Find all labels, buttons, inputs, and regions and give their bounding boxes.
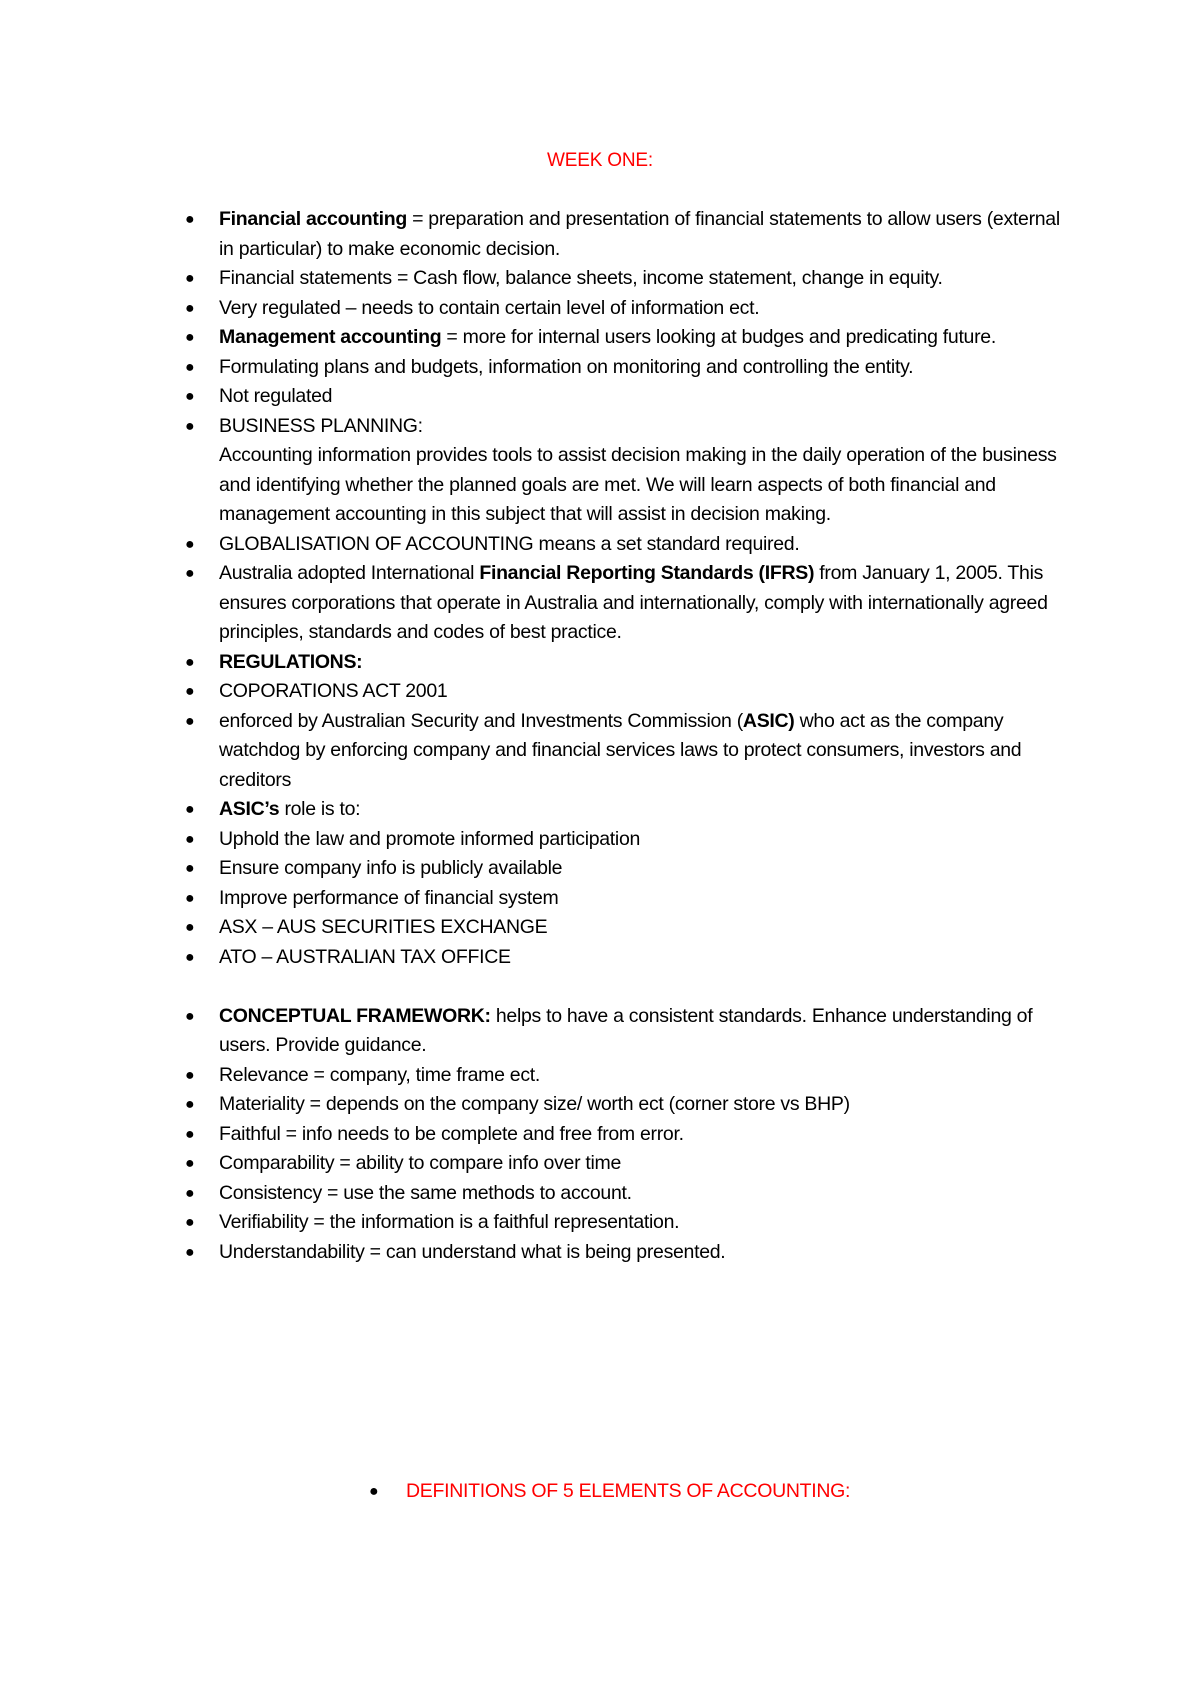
bullet-icon: ● <box>185 388 195 405</box>
list-item <box>0 677 1069 707</box>
bullet-icon: ● <box>185 683 195 700</box>
item-text: ATO – AUSTRALIAN TAX OFFICE <box>219 945 511 968</box>
bold-term: Management accounting <box>219 326 442 348</box>
item-text: Verifiability = the information is a faithful representation. <box>219 1211 680 1233</box>
list-item <box>0 1238 1069 1268</box>
item-text: COPORATIONS ACT 2001 <box>219 680 448 702</box>
list-item <box>0 1061 1069 1091</box>
bullet-icon: ● <box>185 919 195 936</box>
bullet-icon: ● <box>185 1125 195 1143</box>
item-text: Materiality = depends on the company size/ worth ect (corner store vs BHP) <box>219 1093 850 1115</box>
bullet-icon: ● <box>185 1243 195 1261</box>
list-item <box>0 913 1069 943</box>
bold-term: CONCEPTUAL FRAMEWORK: <box>219 1004 491 1027</box>
item-text: helps to have a consistent standards. Enhance understanding of users. Provide guidance. <box>219 1004 1033 1056</box>
bullet-icon: ● <box>369 1483 379 1500</box>
bullet-icon: ● <box>185 1066 195 1084</box>
item-text: enforced by Australian Security and Investments Commission ( <box>219 709 743 732</box>
list-item <box>0 884 1069 914</box>
list-item <box>0 264 1069 294</box>
list-item <box>0 854 1069 884</box>
item-text: Uphold the law and promote informed participation <box>219 827 641 850</box>
item-text: ASX – AUS SECURITIES EXCHANGE <box>219 916 548 938</box>
item-text: = more for internal users looking at budges and predicating future. <box>441 326 996 348</box>
list-item <box>0 412 1069 530</box>
list-item <box>0 205 1069 264</box>
item-text: Consistency = use the same methods to account. <box>219 1181 632 1204</box>
item-text: who act as the company watchdog by enforcing company and financial services laws to protect consumers, investors and creditors <box>219 709 1022 791</box>
bold-term: Financial accounting <box>219 208 407 230</box>
list-item <box>0 530 1069 560</box>
item-text: Understandability = can understand what is being presented. <box>219 1240 726 1263</box>
bullet-icon: ● <box>185 358 195 376</box>
item-text: from January 1, 2005. This ensures corporations that operate in Australia and internationally, comply with internationally agreed principles, standards and codes of best practice. <box>219 562 1048 643</box>
item-text: Australia adopted International <box>219 562 480 584</box>
bullet-icon: ● <box>185 270 195 287</box>
bullet-icon: ● <box>185 653 195 671</box>
spacer <box>0 972 1069 1002</box>
bold-term: ASIC’s <box>219 798 280 820</box>
list-item <box>0 943 1069 973</box>
list-item <box>0 323 1069 353</box>
item-text: = preparation and presentation of financial statements to allow users (external in particular) to make economic decision. <box>219 208 1060 260</box>
item-text: Relevance = company, time frame ect. <box>219 1063 541 1086</box>
item-text: Formulating plans and budgets, information on monitoring and controlling the entity. <box>219 355 914 378</box>
bullet-icon: ● <box>185 565 195 582</box>
list-item <box>0 795 1069 825</box>
bullet-icon: ● <box>185 1096 195 1113</box>
item-text: BUSINESS PLANNING: <box>219 414 423 437</box>
list-item <box>0 559 1069 648</box>
list-item <box>0 1002 1069 1061</box>
notes-list <box>0 205 1200 1267</box>
bullet-icon: ● <box>185 299 195 317</box>
list-item <box>0 1208 1069 1238</box>
item-text: Ensure company info is publicly available <box>219 857 563 879</box>
bullet-icon: ● <box>185 830 195 848</box>
bullet-icon: ● <box>185 329 195 346</box>
list-item <box>0 294 1069 324</box>
item-paragraph: Accounting information provides tools to assist decision making in the daily operation of the business and identifying whether the planned goals are met. We will learn aspects of both financial and management accounting in this subject that will assist in decision making. <box>219 444 1057 525</box>
bold-term: REGULATIONS: <box>219 650 363 673</box>
list-item <box>0 353 1069 383</box>
item-text: Improve performance of financial system <box>219 886 559 909</box>
bullet-icon: ● <box>185 1155 195 1172</box>
bold-term: Financial Reporting Standards (IFRS) <box>479 562 815 584</box>
bullet-icon: ● <box>185 211 195 228</box>
list-item <box>0 648 1069 678</box>
bold-term: ASIC) <box>742 709 795 732</box>
list-item <box>0 825 1069 855</box>
bullet-icon: ● <box>185 417 195 435</box>
item-text: role is to: <box>279 798 361 820</box>
page-title: WEEK ONE: <box>547 150 653 171</box>
bullet-icon: ● <box>185 889 195 907</box>
bullet-icon: ● <box>185 712 195 730</box>
bullet-icon: ● <box>185 948 195 966</box>
item-text: Comparability = ability to compare info over time <box>219 1152 622 1174</box>
bullet-icon: ● <box>185 1007 195 1025</box>
list-item <box>0 382 1069 412</box>
item-text: Faithful = info needs to be complete and free from error. <box>219 1122 684 1145</box>
item-text: Very regulated – needs to contain certain level of information ect. <box>219 296 760 319</box>
bullet-icon: ● <box>185 801 195 818</box>
item-text: Not regulated <box>219 385 333 407</box>
list-item <box>0 1179 1069 1209</box>
list-item <box>0 1120 1069 1150</box>
definitions-heading-text: DEFINITIONS OF 5 ELEMENTS OF ACCOUNTING: <box>406 1480 851 1502</box>
list-item <box>0 1149 1069 1179</box>
list-item <box>0 1090 1069 1120</box>
item-text: GLOBALISATION OF ACCOUNTING means a set standard required. <box>219 532 800 555</box>
item-text: Financial statements = Cash flow, balance sheets, income statement, change in equity. <box>219 267 943 289</box>
bullet-icon: ● <box>185 1214 195 1231</box>
bullet-icon: ● <box>185 535 195 553</box>
list-item <box>0 707 1069 796</box>
bullet-icon: ● <box>185 860 195 877</box>
bullet-icon: ● <box>185 1184 195 1202</box>
